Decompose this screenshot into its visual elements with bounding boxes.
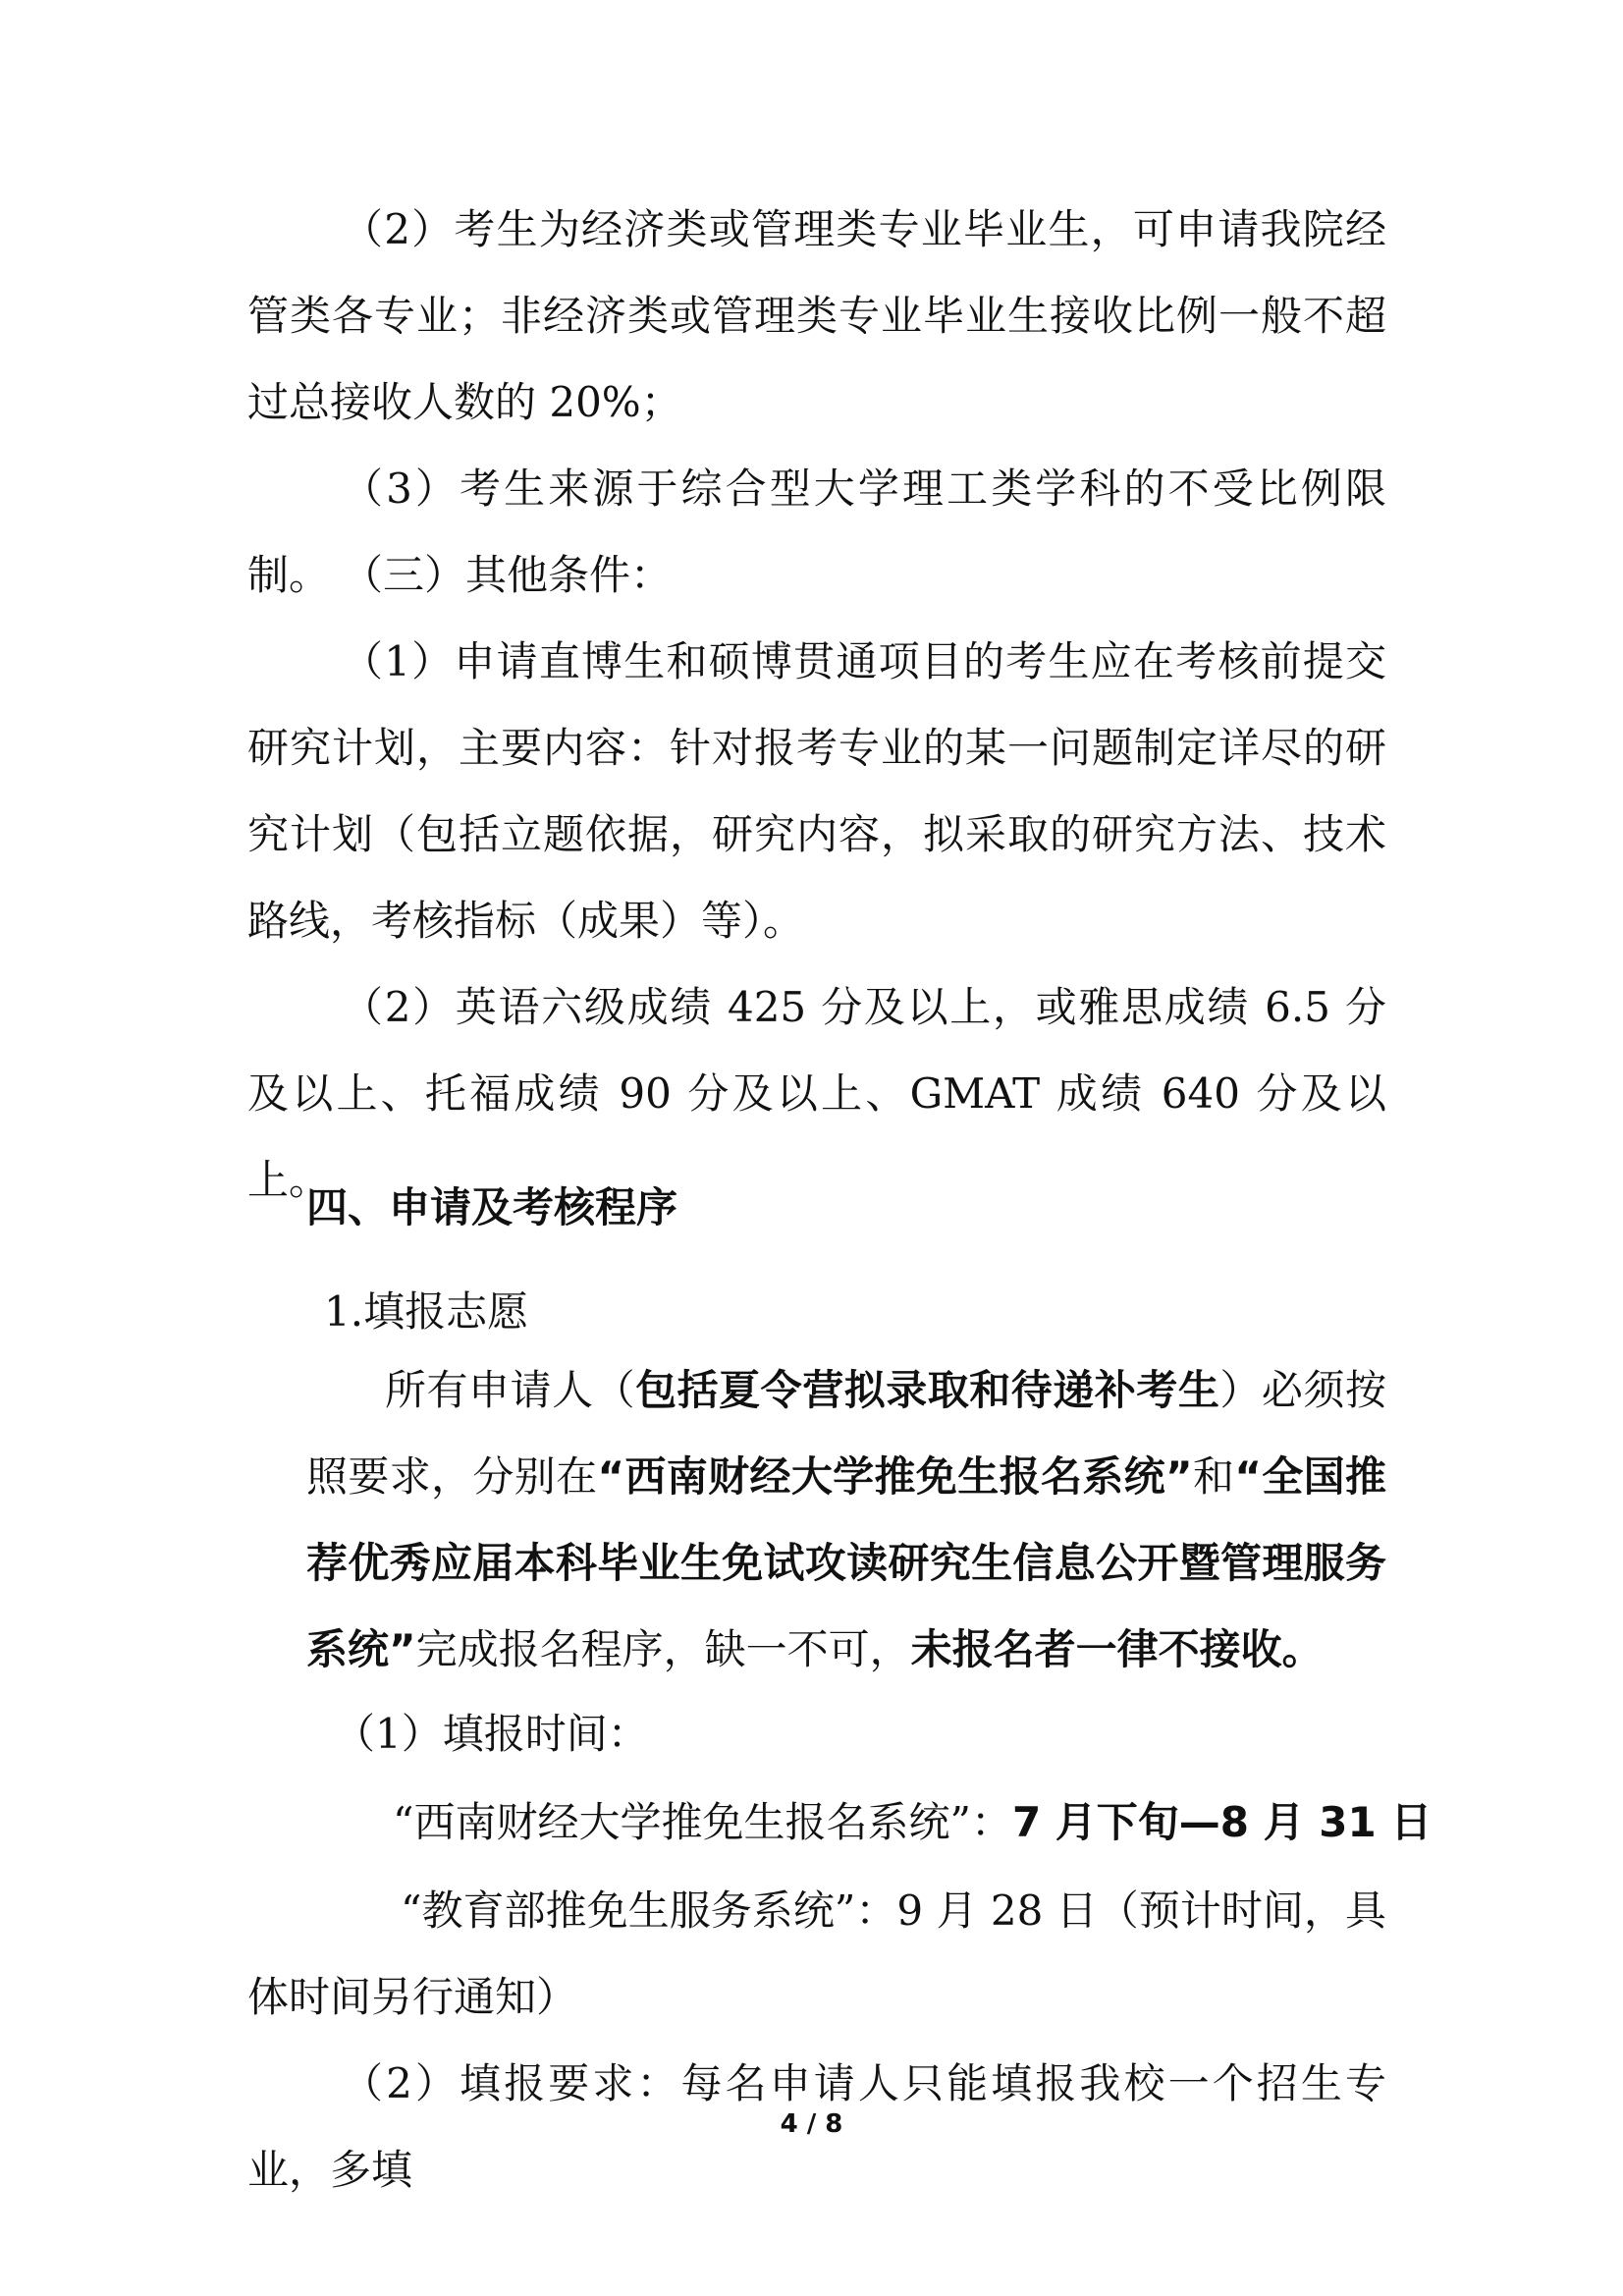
paragraph-moe-system-time: “教育部推免生服务系统”：9 月 28 日（预计时间，具体时间另行通知）: [247, 1886, 1386, 2021]
line-swufe-system-time: “西南财经大学推免生报名系统”：7 月下旬—8 月 31 日: [393, 1798, 1433, 1846]
paragraph-english-scores: （2）英语六级成绩 425 分及以上，或雅思成绩 6.5 分及以上、托福成绩 90 分及以上、GMAT 成绩 640 分及以上。: [247, 983, 1386, 1204]
paragraph-science-engineering: （3）考生来源于综合型大学理工类学科的不受比例限制。: [247, 465, 1386, 599]
subheading-fill-time: （1）填报时间：: [334, 1710, 649, 1758]
section-other-conditions: （三）其他条件：: [342, 551, 673, 599]
paragraph-research-plan: （1）申请直博生和硕博贯通项目的考生应在考核前提交研究计划，主要内容：针对报考专业的某一问题制定详尽的研究计划（包括立题依据，研究内容，拟采取的研究方法、技术路线，考核指标（成果）等）。: [247, 637, 1386, 945]
paragraph-fill-requirements: （2）填报要求：每名申请人只能填报我校一个招生专业，多填: [247, 2059, 1386, 2194]
subheading-fill-application: 1.填报志愿: [324, 1287, 529, 1336]
paragraph-major-requirement: （2）考生为经济类或管理类专业毕业生，可申请我院经管类各专业；非经济类或管理类专业毕业生接收比例一般不超过总接收人数的 20%；: [247, 205, 1386, 426]
section-heading-application-procedure: 四、申请及考核程序: [306, 1183, 678, 1231]
paragraph-registration-requirement: 所有申请人（包括夏令营拟录取和待递补考生）必须按照要求，分别在“西南财经大学推免生报名系统”和“全国推荐优秀应届本科毕业生免试攻读研究生信息公开暨管理服务系统”完成报名程序，缺一不可，未报名者一律不接收。: [306, 1366, 1386, 1673]
page-number: 4 / 8: [780, 2109, 843, 2139]
